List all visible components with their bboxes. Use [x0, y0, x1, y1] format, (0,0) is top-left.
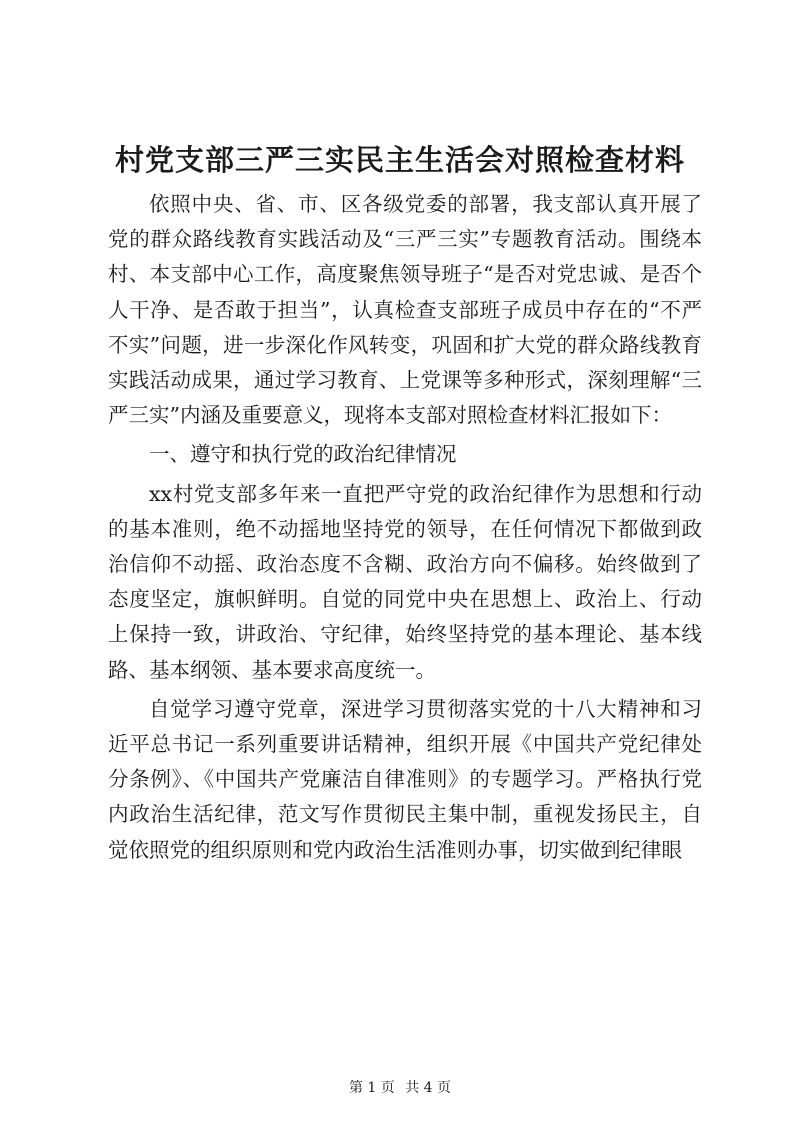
body-paragraph: xx村党支部多年来一直把严守党的政治纪律作为思想和行动的基本准则，绝不动摇地坚持党的领导，在任何情况下都做到政治信仰不动摇、政治态度不含糊、政治方向不偏移。始终做到了态度坚定，旗帜鲜明。自觉的同党中央在思想上、政治上、行动上保持一致，讲政治、守纪律，始终坚持党的基本理论、基本线路、基本纲领、基本要求高度统一。	[108, 481, 702, 682]
page-total: 共 4 页	[405, 1080, 452, 1096]
document-body	[108, 187, 702, 868]
page-number: 第 1 页	[348, 1080, 395, 1096]
body-paragraph: 自觉学习遵守党章，深进学习贯彻落实党的十八大精神和习近平总书记一系列重要讲话精神，组织开展《中国共产党纪律处分条例》、《中国共产党廉洁自律准则》的专题学习。严格执行党内政治生活纪律，范文写作贯彻民主集中制，重视发扬民主，自觉依照党的组织原则和党内政治生活准则办事，切实做到纪律眼	[108, 696, 702, 862]
section-heading: 一、遵守和执行党的政治纪律情况	[149, 442, 457, 467]
page-footer	[0, 1078, 800, 1098]
document-title: 村党支部三严三实民主生活会对照检查材料	[114, 143, 685, 177]
intro-paragraph: 依照中央、省、市、区各级党委的部署，我支部认真开展了党的群众路线教育实践活动及“三严三实”专题教育活动。围绕本村、本支部中心工作，高度聚焦领导班子“是否对党忠诚、是否个人干净、是否敢于担当”，认真检查支部班子成员中存在的“不严不实”问题，进一步深化作风转变，巩固和扩大党的群众路线教育实践活动成果，通过学习教育、上党课等多种形式，深刻理解“三严三实”内涵及重要意义，现将本支部对照检查材料汇报如下：	[108, 192, 702, 428]
